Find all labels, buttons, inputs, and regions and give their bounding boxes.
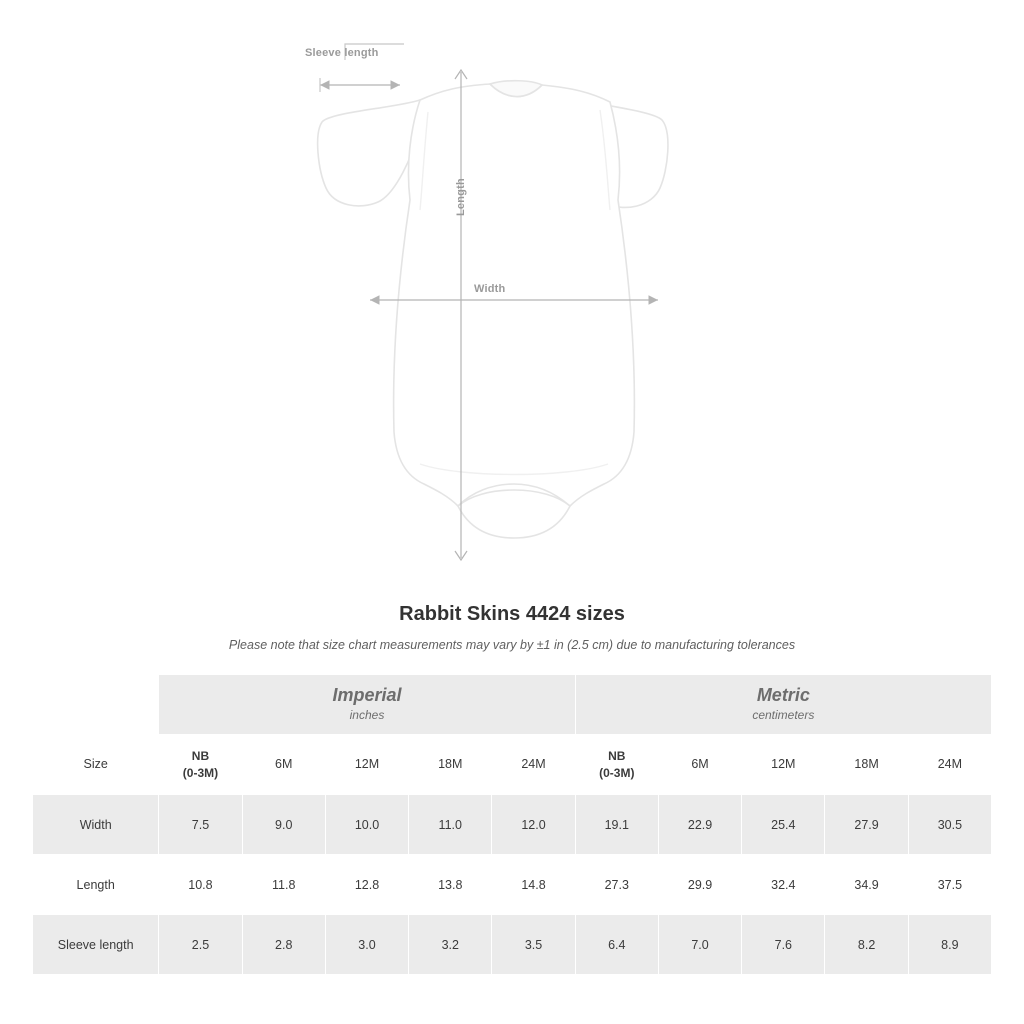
column-header-24m-metric: 24M	[908, 735, 991, 795]
unit-group-metric-name: Metric	[756, 684, 810, 705]
cell-sleeve-nb-cm: 6.4	[575, 915, 658, 975]
column-header-nb-imperial-line1: NB	[191, 748, 210, 763]
cell-sleeve-12m-cm: 7.6	[742, 915, 825, 975]
cell-length-nb-in: 10.8	[159, 855, 242, 915]
cell-width-12m-cm: 25.4	[742, 795, 825, 855]
column-header-6m-imperial: 6M	[242, 735, 325, 795]
page-title: Rabbit Skins 4424 sizes	[399, 603, 625, 625]
title-block	[0, 603, 1024, 652]
cell-sleeve-24m-cm: 8.9	[908, 915, 991, 975]
cell-sleeve-24m-in: 3.5	[492, 915, 575, 975]
row-header-length: Length	[33, 855, 159, 915]
cell-sleeve-12m-in: 3.0	[325, 915, 408, 975]
cell-length-18m-cm: 34.9	[825, 855, 908, 915]
cell-length-24m-cm: 37.5	[908, 855, 991, 915]
width-label: Width	[474, 283, 506, 295]
cell-width-18m-cm: 27.9	[825, 795, 908, 855]
column-header-18m-metric: 18M	[825, 735, 908, 795]
table-corner-cell	[33, 675, 159, 735]
cell-length-6m-cm: 29.9	[658, 855, 741, 915]
tolerance-note: Please note that size chart measurements may vary by ±1 in (2.5 cm) due to manufacturing tolerances	[228, 638, 796, 652]
table-row	[33, 855, 992, 915]
cell-sleeve-nb-in: 2.5	[159, 915, 242, 975]
column-header-12m-metric: 12M	[742, 735, 825, 795]
sleeve-length-label: Sleeve length	[305, 47, 379, 59]
table-row	[33, 795, 992, 855]
unit-group-metric	[575, 675, 991, 735]
cell-width-6m-cm: 22.9	[658, 795, 741, 855]
row-header-width: Width	[33, 795, 159, 855]
unit-group-imperial	[159, 675, 575, 735]
cell-width-24m-cm: 30.5	[908, 795, 991, 855]
table-row	[33, 915, 992, 975]
unit-group-imperial-sub: inches	[349, 708, 385, 723]
cell-length-24m-in: 14.8	[492, 855, 575, 915]
cell-length-12m-cm: 32.4	[742, 855, 825, 915]
cell-length-12m-in: 12.8	[325, 855, 408, 915]
cell-sleeve-18m-cm: 8.2	[825, 915, 908, 975]
unit-header-row	[33, 675, 992, 735]
unit-group-imperial-name: Imperial	[332, 684, 402, 705]
column-header-nb-imperial	[159, 735, 242, 795]
cell-length-18m-in: 13.8	[409, 855, 492, 915]
column-header-nb-metric-line1: NB	[608, 748, 626, 763]
cell-length-6m-in: 11.8	[242, 855, 325, 915]
column-header-nb-metric	[575, 735, 658, 795]
column-header-24m-imperial: 24M	[492, 735, 575, 795]
cell-width-nb-in: 7.5	[159, 795, 242, 855]
size-chart-table	[32, 674, 992, 975]
cell-width-nb-cm: 19.1	[575, 795, 658, 855]
row-header-sleeve-length: Sleeve length	[33, 915, 159, 975]
cell-width-12m-in: 10.0	[325, 795, 408, 855]
column-header-nb-metric-line2: (0-3M)	[599, 765, 635, 780]
cell-width-24m-in: 12.0	[492, 795, 575, 855]
cell-width-18m-in: 11.0	[409, 795, 492, 855]
size-column-header: Size	[33, 735, 159, 795]
cell-sleeve-6m-in: 2.8	[242, 915, 325, 975]
column-header-6m-metric: 6M	[658, 735, 741, 795]
column-header-12m-imperial: 12M	[325, 735, 408, 795]
unit-group-metric-sub: centimeters	[752, 708, 815, 723]
cell-length-nb-cm: 27.3	[575, 855, 658, 915]
cell-sleeve-6m-cm: 7.0	[658, 915, 741, 975]
column-header-18m-imperial: 18M	[409, 735, 492, 795]
column-header-nb-imperial-line2: (0-3M)	[182, 765, 219, 780]
cell-sleeve-18m-in: 3.2	[409, 915, 492, 975]
cell-width-6m-in: 9.0	[242, 795, 325, 855]
length-label: Length	[455, 178, 467, 216]
size-header-row	[33, 735, 992, 795]
